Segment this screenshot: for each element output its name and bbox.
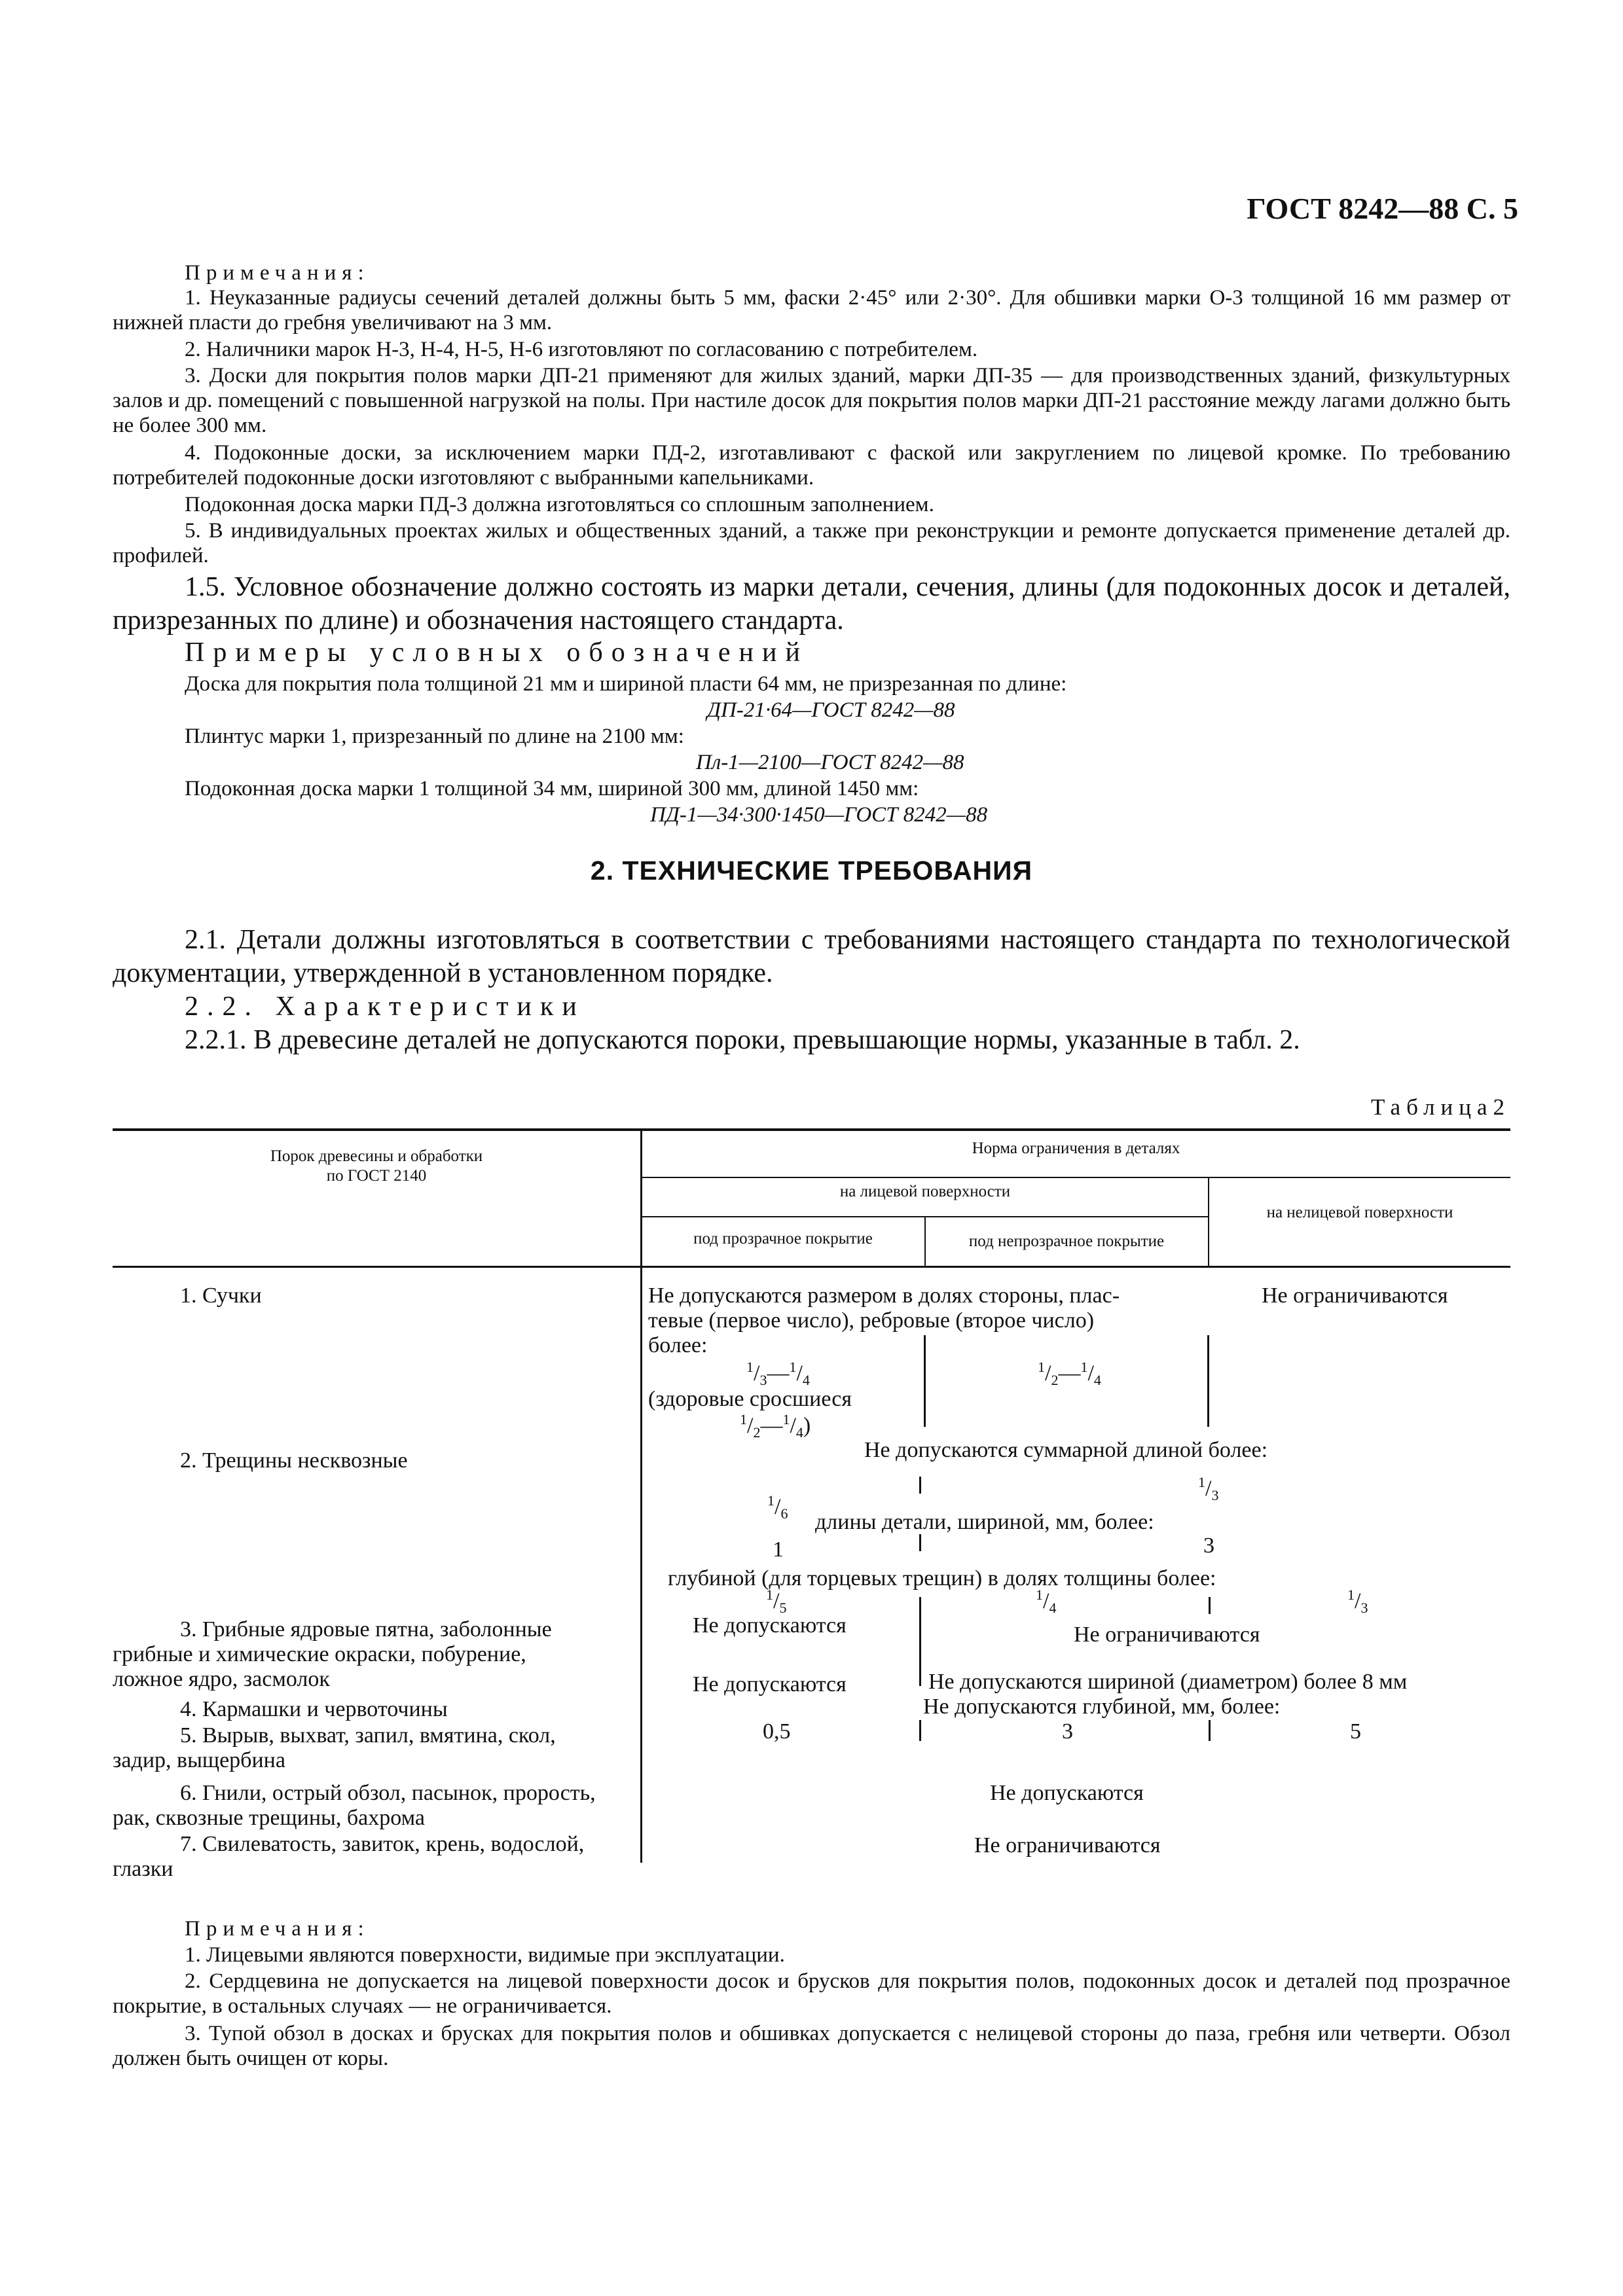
examples-heading: Примеры условных обозначений (185, 637, 809, 668)
frac-num: 1 (1038, 1359, 1045, 1375)
table-head-rule-1 (642, 1177, 1510, 1178)
example-3-text: Подоконная доска марки 1 толщиной 34 мм, шириной 300 мм, длиной 1450 мм: (185, 777, 919, 800)
table-head-bottom-rule (113, 1266, 1510, 1268)
row1-text-2: тевые (первое число), ребровые (второе число) (648, 1308, 1095, 1333)
row1-text-1: Не допускаются размером в долях стороны, плас- (648, 1283, 1120, 1308)
row1-label: 1. Сучки (180, 1283, 262, 1308)
row1-healthy: (здоровые сросшиеся (648, 1387, 852, 1411)
row7-label-1: 7. Свилеватость, завиток, крень, водослой, (180, 1832, 585, 1856)
th-defect (113, 1147, 640, 1186)
row2-tick-2 (919, 1534, 921, 1551)
notes2-heading: Примечания: (185, 1917, 370, 1941)
row3-transparent: Не допускаются (693, 1613, 847, 1638)
frac-den: 2 (1051, 1372, 1059, 1389)
row5-val-2: 3 (1062, 1719, 1073, 1744)
row3-label-3: ложное ядро, засмолок (113, 1667, 330, 1691)
row1-frac-opaque: $^1/_2—^1/_4$ (1038, 1359, 1101, 1389)
note-4b: Подоконная доска марки ПД-3 должна изготовляться со сплошным заполнением. (185, 493, 934, 516)
frac-num: 1 (1080, 1359, 1088, 1375)
frac-den: 4 (802, 1372, 810, 1389)
row2-tick-3 (919, 1597, 921, 1614)
row5-val-1: 0,5 (763, 1719, 791, 1744)
row2-tick-4 (1209, 1597, 1211, 1614)
example-2-text: Плинтус марки 1, призрезанный по длине на 2100 мм: (185, 725, 684, 748)
row3-label-1: 3. Грибные ядровые пятна, заболонные (180, 1617, 552, 1641)
note-4: 4. Подоконные доски, за исключением марки ПД-2, изготавливают с фаской или закруглением по лицевой кромке. По требованию потребителей подоконные доски изготовляют с выбранными капельниками. (113, 441, 1510, 490)
row2-frac-g2: $^1/_4$ (1036, 1587, 1057, 1617)
frac-den: 6 (780, 1505, 788, 1522)
th-defect-line1: Порок древесины и обработки (270, 1147, 483, 1165)
frac-num: 1 (1347, 1587, 1355, 1603)
row6-label-2: рак, сквозные трещины, бахрома (113, 1806, 425, 1830)
row5-label-1: 5. Вырыв, выхват, запил, вмятина, скол, (180, 1723, 556, 1748)
row2-label: 2. Трещины несквозные (180, 1448, 408, 1473)
frac-den: 4 (1093, 1372, 1101, 1389)
row2-frac-1: $^1/_6$ (767, 1492, 788, 1522)
frac-close: ) (803, 1413, 811, 1438)
row1-divider-1 (924, 1335, 926, 1427)
row7-text: Не ограничиваются (974, 1833, 1161, 1857)
th-defect-line2: по ГОСТ 2140 (326, 1167, 427, 1185)
frac-den: 5 (779, 1600, 787, 1617)
frac-den: 2 (753, 1424, 761, 1441)
row6-text: Не допускаются (990, 1781, 1144, 1805)
notes2-1: 1. Лицевыми являются поверхности, видимые при эксплуатации. (185, 1943, 785, 1967)
frac-den: 4 (1049, 1600, 1057, 1617)
th-transparent: под прозрачное покрытие (693, 1230, 873, 1247)
row2-text-1: Не допускаются суммарной длиной более: (864, 1438, 1268, 1462)
row4-label: 4. Кармашки и червоточины (180, 1697, 448, 1721)
row2-frac-2: $^1/_3$ (1198, 1474, 1219, 1504)
row1-frac-healthy: $^1/_2—^1/_4$) (740, 1411, 811, 1441)
note-2: 2. Наличники марок Н-3, Н-4, Н-5, Н-6 изготовляют по согласованию с потребителем. (185, 338, 978, 361)
table-top-rule (113, 1128, 1510, 1131)
frac-num: 1 (746, 1359, 754, 1375)
row2-text-2: длины детали, шириной, мм, более: (815, 1510, 1154, 1534)
row1-text-3: более: (648, 1333, 708, 1357)
frac-num: 1 (766, 1587, 773, 1603)
frac-num: 1 (767, 1492, 775, 1509)
th-norm: Норма ограничения в деталях (972, 1139, 1180, 1157)
row2-val-1: 1 (773, 1537, 784, 1562)
row1-divider-2 (1207, 1335, 1209, 1427)
th-opaque: под непрозрачное покрытие (968, 1232, 1165, 1250)
frac-num: 1 (1036, 1587, 1043, 1603)
row5-tick-1 (919, 1720, 921, 1741)
example-2-code: Пл-1—2100—ГОСТ 8242—88 (696, 751, 964, 774)
row2-text-3: глубиной (для торцевых трещин) в долях толщины более: (668, 1566, 1216, 1590)
example-1-code: ДП-21·64—ГОСТ 8242—88 (707, 698, 955, 722)
frac-den: 3 (1360, 1600, 1368, 1617)
page-header: ГОСТ 8242—88 С. 5 (1247, 192, 1518, 225)
frac-den: 3 (1211, 1487, 1219, 1504)
frac-num: 1 (789, 1359, 797, 1375)
notes2-3: 3. Тупой обзол в досках и брусках для покрытия полов и обшивках допускается с нелицевой стороны до паза, гребня или четверти. Обзол должен быть очищен от коры. (113, 2022, 1510, 2070)
row5-tick-2 (1209, 1720, 1211, 1741)
table-caption: Таблица2 (1371, 1094, 1510, 1120)
row3-label-2: грибные и химические окраски, побурение, (113, 1642, 526, 1666)
row5-label-2: задир, выщербина (113, 1748, 285, 1772)
row3-other: Не ограничиваются (1074, 1623, 1260, 1647)
row1-nonface: Не ограничиваются (1262, 1283, 1448, 1308)
th-nonface: на нелицевой поверхности (1266, 1204, 1453, 1221)
row3-transparent-2: Не допускаются (693, 1672, 847, 1696)
row2-tick-1 (919, 1477, 921, 1494)
row4-text: Не допускаются глубиной, мм, более: (923, 1695, 1281, 1719)
note-5: 5. В индивидуальных проектах жилых и общественных зданий, а также при реконструкции и ремонте допускается применение деталей др. профилей. (113, 519, 1510, 567)
row2-frac-g1: $^1/_5$ (766, 1587, 787, 1617)
section-2-title: 2. ТЕХНИЧЕСКИЕ ТРЕБОВАНИЯ (590, 855, 1033, 886)
row7-label-2: глазки (113, 1857, 173, 1881)
notes2-2: 2. Сердцевина не допускается на лицевой поверхности досок и брусков для покрытия полов, подоконных досок и деталей под прозрачное покрытие, в остальных случаях — не ограничивается. (113, 1969, 1510, 2018)
frac-den: 3 (759, 1372, 767, 1389)
row2-val-2: 3 (1203, 1534, 1214, 1558)
row2-frac-g3: $^1/_3$ (1347, 1587, 1368, 1617)
example-1-text: Доска для покрытия пола толщиной 21 мм и шириной пласти 64 мм, не призрезанная по длине: (185, 672, 1067, 696)
row1-frac-transparent: $^1/_3—^1/_4$ (746, 1359, 810, 1389)
row3-divider (919, 1614, 921, 1686)
frac-den: 4 (795, 1424, 803, 1441)
note-3: 3. Доски для покрытия полов марки ДП-21 применяют для жилых зданий, марки ДП-35 — для производственных зданий, физкультурных залов и др. помещений с повышенной нагрузкой на полы. При настиле досок для покрытия полов марки ДП-21 расстояние между лагами должно быть не более 300 мм. (113, 364, 1510, 437)
example-3-code: ПД-1—34·300·1450—ГОСТ 8242—88 (650, 803, 988, 827)
row6-label-1: 6. Гнили, острый обзол, пасынок, прорость, (180, 1781, 596, 1805)
frac-num: 1 (782, 1411, 790, 1427)
th-face: на лицевой поверхности (839, 1183, 1011, 1200)
notes-heading: Примечания: (185, 261, 370, 285)
frac-num: 1 (1198, 1474, 1205, 1490)
clause-1-5: 1.5. Условное обозначение должно состоять из марки детали, сечения, длины (для подоконных досок и деталей, призрезанных по длине) и обозначения настоящего стандарта. (113, 572, 1510, 636)
clause-2-1: 2.1. Детали должны изготовляться в соответствии с требованиями настоящего стандарта по технологической документации, утвержденной в установленном порядке. (113, 925, 1510, 988)
note-1: 1. Неуказанные радиусы сечений деталей должны быть 5 мм, фаски 2·45° или 2·30°. Для обшивки марки О-3 толщиной 16 мм размер от нижней пласти до гребня увеличивают на 3 мм. (113, 286, 1510, 334)
row3-other-2: Не допускаются шириной (диаметром) более 8 мм (928, 1670, 1408, 1694)
frac-num: 1 (740, 1411, 747, 1427)
clause-2-2-1: 2.2.1. В древесине деталей не допускаются пороки, превышающие нормы, указанные в табл. 2. (185, 1025, 1300, 1055)
clause-2-2: 2.2. Характеристики (185, 992, 585, 1022)
row5-val-3: 5 (1350, 1719, 1361, 1744)
